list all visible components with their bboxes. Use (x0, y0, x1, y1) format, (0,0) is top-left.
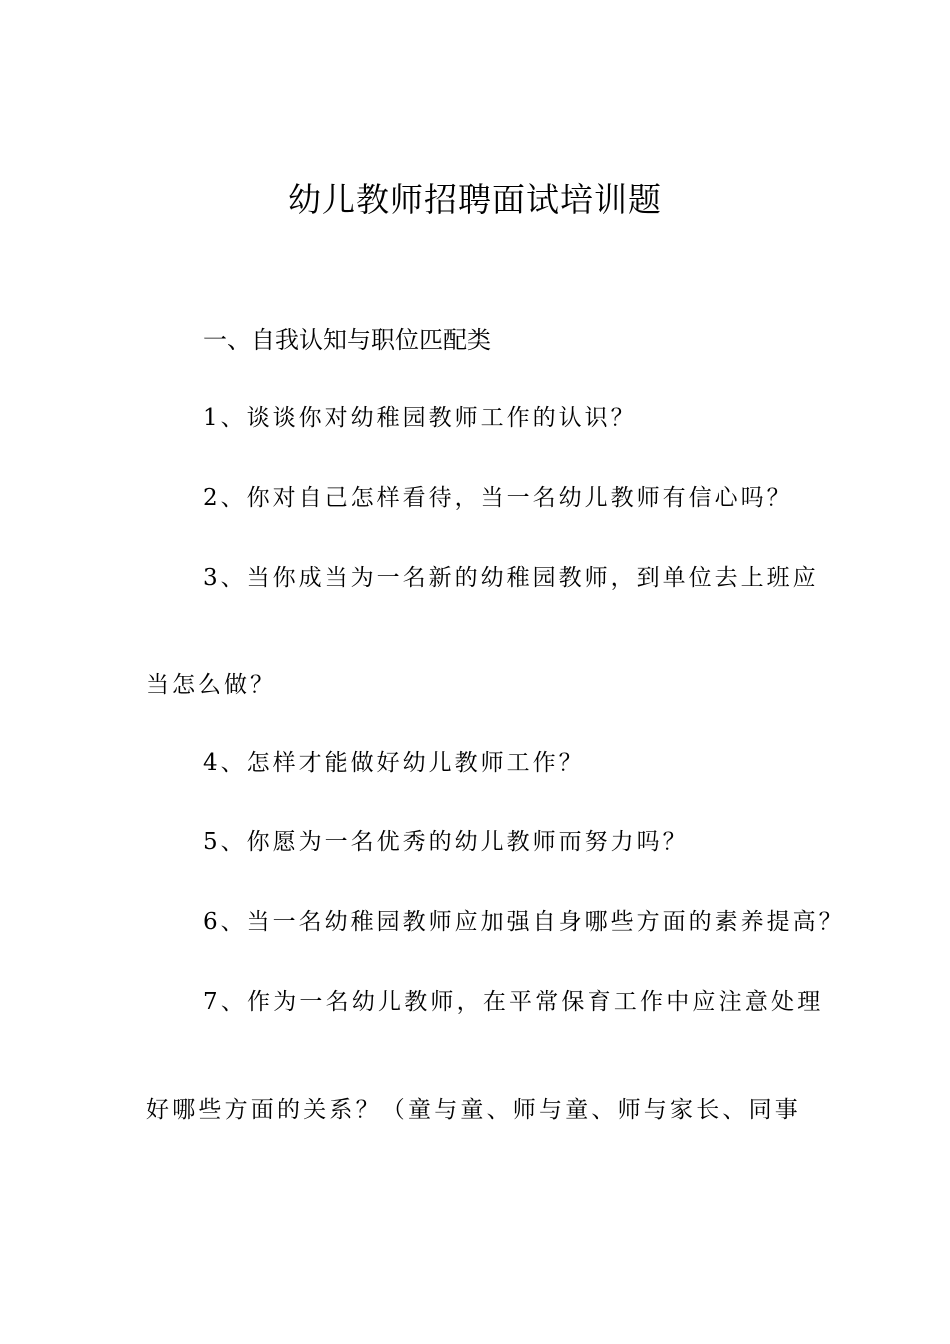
question-7-line-2: 好哪些方面的关系？（童与童、师与童、师与家长、同事 (146, 1097, 801, 1123)
question-6: 6、当一名幼稚园教师应加强自身哪些方面的素养提高？ (203, 909, 845, 935)
question-1: 1、谈谈你对幼稚园教师工作的认识？ (203, 405, 637, 431)
question-3-line-1: 3、当你成当为一名新的幼稚园教师，到单位去上班应 (203, 565, 819, 591)
section-heading: 一、自我认知与职位匹配类 (203, 326, 491, 354)
question-3-line-2: 当怎么做？ (146, 672, 276, 698)
page-title: 幼儿教师招聘面试培训题 (288, 180, 662, 219)
question-7-line-1: 7、作为一名幼儿教师，在平常保育工作中应注意处理 (203, 989, 824, 1015)
question-4: 4、怎样才能做好幼儿教师工作？ (203, 750, 585, 776)
question-2: 2、你对自己怎样看待，当一名幼儿教师有信心吗？ (203, 485, 793, 511)
question-5: 5、你愿为一名优秀的幼儿教师而努力吗？ (203, 829, 689, 855)
